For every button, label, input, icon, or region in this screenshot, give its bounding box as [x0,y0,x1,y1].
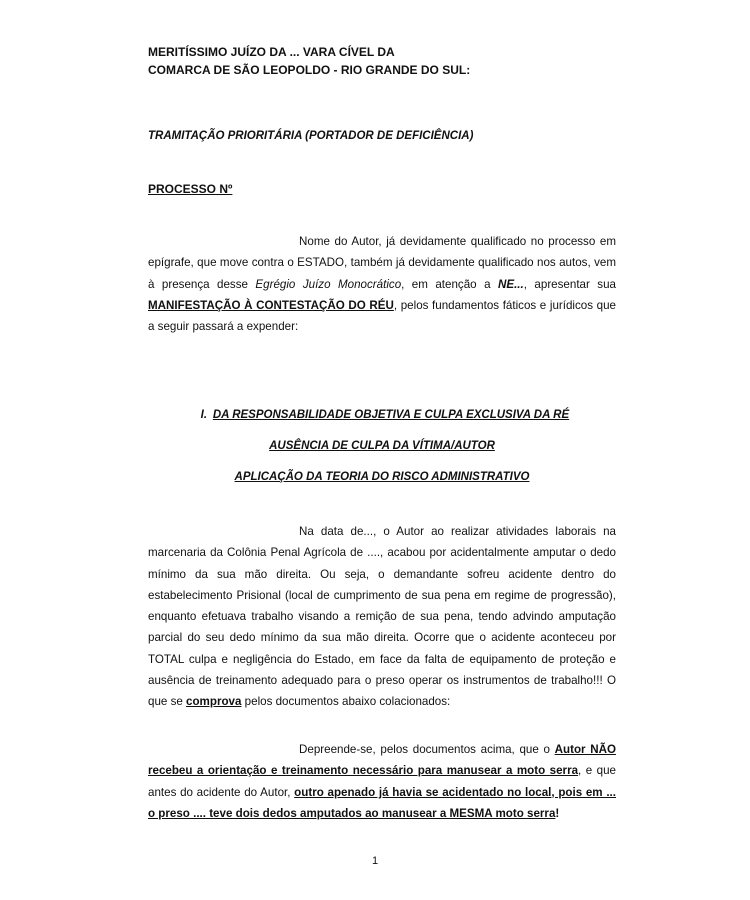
section-heading-1 [148,407,616,423]
facts-text-2: pelos documentos abaixo colacionados: [241,695,451,709]
section-heading-3: APLICAÇÃO DA TEORIA DO RISCO ADMINISTRATIVO [234,471,530,483]
facts-comprova: comprova [186,695,242,709]
section-heading-2: AUSÊNCIA DE CULPA DA VÍTIMA/AUTOR [269,440,495,452]
priority-notice: TRAMITAÇÃO PRIORITÁRIA (PORTADOR DE DEFICIÊNCIA) [148,130,474,142]
facts-text-1: Na data de..., o Autor ao realizar atividades laborais na marcenaria da Colônia Penal Agrícola de ...., acabou por acidentalmente amputar o dedo mínimo da sua mão direita. Ou seja, o demandante sofreu acidente dentro do estabelecimento Prisional (local de cumprimento de sua pena em regime de progressão), enquanto efetuava trabalho visando a remição de sua pena, tendo advindo amputação parcial do seu dedo mínimo da sua mão direita. Ocorre que o acidente aconteceu por TOTAL culpa e negligência do Estado, em face da falta de equipamento de proteção e ausência de treinamento adequado para o preso operar os instrumentos de trabalho!!! O que se [148,525,616,709]
conclusion-text-1: Depreende-se, pelos documentos acima, que o [299,743,555,756]
facts-paragraph [148,521,616,713]
intro-text-1: Nome do Autor, já devidamente qualificado no processo em epígrafe, que move contra o ESTADO, também já devidamente qualificado nos autos, vem à presença desse [148,235,616,291]
process-number-label: PROCESSO Nº [148,182,233,196]
court-address-line1: MERITÍSSIMO JUÍZO DA ... VARA CÍVEL DA [148,45,395,59]
intro-text-4: , pelos fundamentos fáticos e jurídicos que a seguir passará a expender: [148,298,616,334]
court-address-line2: COMARCA DE SÃO LEOPOLDO - RIO GRANDE DO SUL: [148,63,471,77]
conclusion-text-2: , e que antes do acidente do Autor, [148,764,616,799]
page-number: 1 [371,855,379,867]
court-address [148,43,616,79]
intro-text-3: , apresentar sua [523,277,616,291]
conclusion-no-training: Autor NÃO recebeu a orientação e treinamento necessário para manusear a moto serra [148,743,616,778]
intro-text-2: , em atenção a [401,277,498,291]
conclusion-exclamation: ! [555,806,560,820]
conclusion-paragraph [148,739,616,824]
section-heading-1-text: DA RESPONSABILIDADE OBJETIVA E CULPA EXCLUSIVA DA RÉ [212,409,570,421]
section-roman-numeral: I. [200,409,208,421]
intro-manifestation-title: MANIFESTAÇÃO À CONTESTAÇÃO DO RÉU [148,298,394,312]
intro-ne-reference: NE... [497,277,524,291]
intro-paragraph [148,231,616,337]
intro-court-name: Egrégio Juízo Monocrático [255,277,402,291]
conclusion-prior-accident: outro apenado já havia se acidentado no local, pois em ... o preso .... teve dois dedos amputados ao manusear a MESMA moto serra [148,785,616,820]
